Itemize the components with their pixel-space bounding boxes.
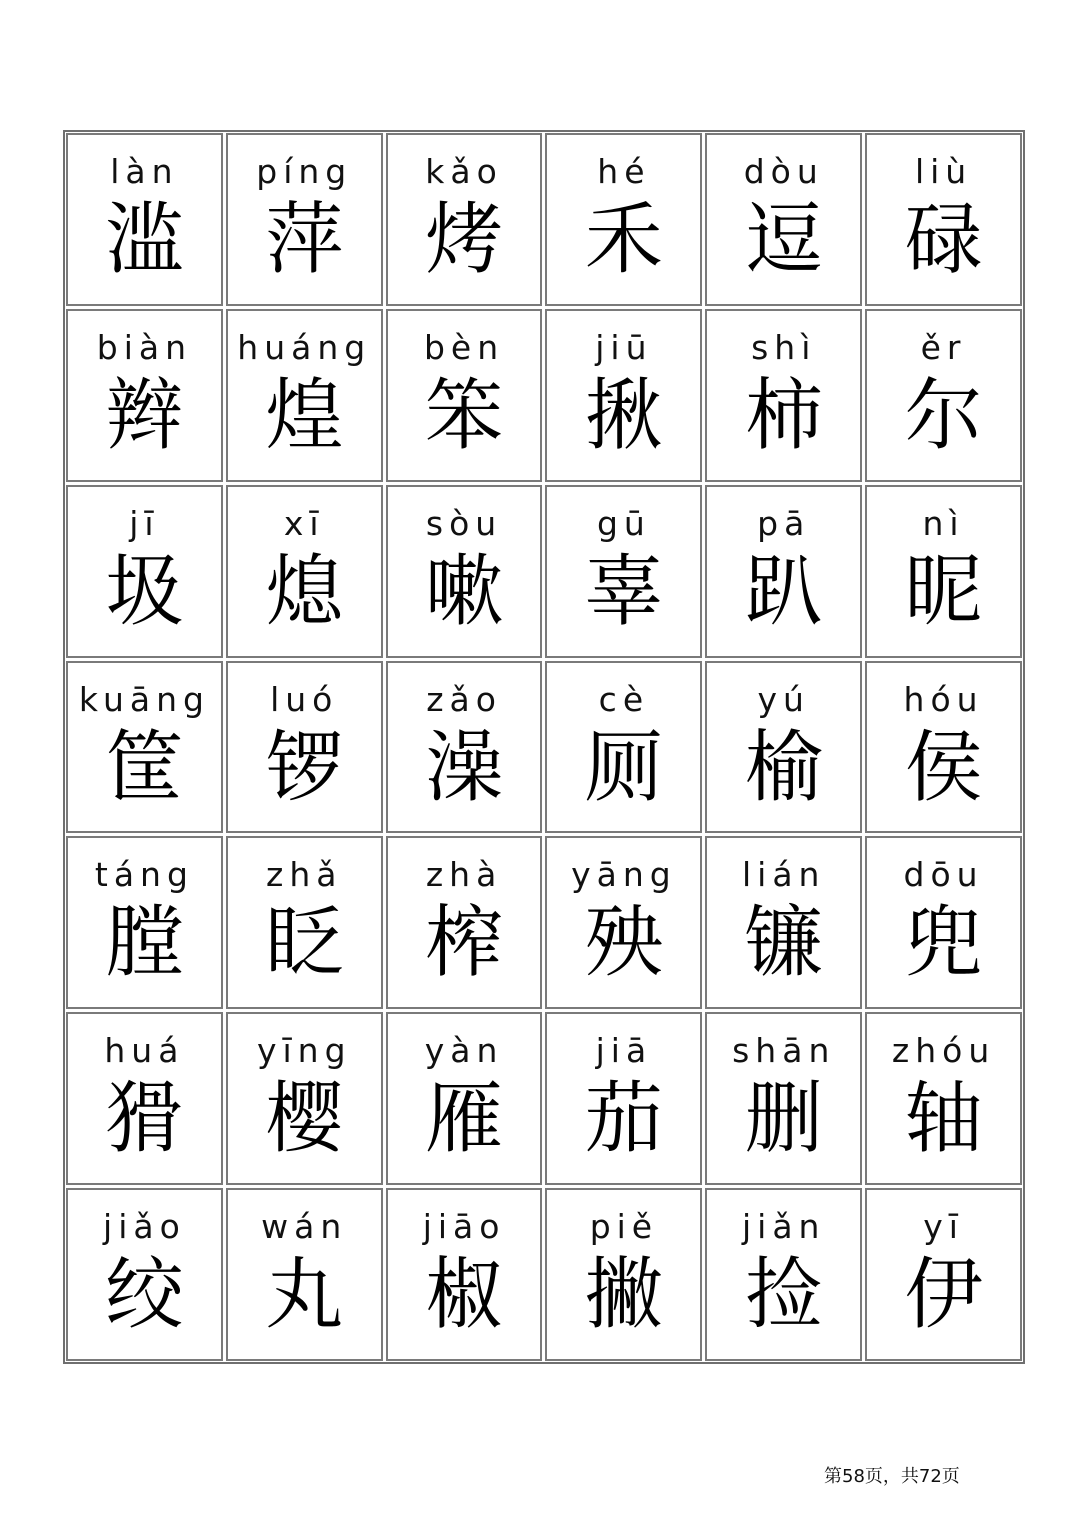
pinyin-label: jiā xyxy=(595,1031,653,1071)
hanzi-character: 猾 xyxy=(105,1074,184,1165)
pinyin-label: piě xyxy=(589,1207,659,1247)
pinyin-label: liù xyxy=(914,152,973,191)
character-card xyxy=(386,1012,543,1185)
hanzi-character: 滥 xyxy=(105,195,184,285)
character-card xyxy=(66,133,223,306)
pinyin-label: zhóu xyxy=(891,1031,996,1071)
pinyin-label: jiǎo xyxy=(103,1207,186,1247)
pinyin-label: sòu xyxy=(425,503,503,543)
hanzi-character: 删 xyxy=(744,1074,823,1165)
hanzi-character: 煌 xyxy=(265,370,344,461)
pinyin-label: jiǎn xyxy=(742,1207,826,1247)
hanzi-character: 雁 xyxy=(425,1074,504,1165)
character-card xyxy=(865,485,1022,658)
character-card xyxy=(66,309,223,482)
character-card xyxy=(865,133,1022,306)
hanzi-character: 嗽 xyxy=(425,546,504,637)
hanzi-character: 笨 xyxy=(425,370,504,461)
hanzi-character: 椒 xyxy=(425,1250,504,1341)
hanzi-character: 侯 xyxy=(904,722,983,813)
pinyin-label: kǎo xyxy=(425,152,503,191)
pinyin-label: huá xyxy=(104,1031,185,1071)
hanzi-character: 丸 xyxy=(265,1250,344,1341)
pinyin-label: làn xyxy=(110,152,179,191)
hanzi-character: 樱 xyxy=(265,1074,344,1165)
hanzi-character: 厕 xyxy=(584,722,663,813)
pinyin-label: kuāng xyxy=(78,679,210,719)
pinyin-label: yīng xyxy=(256,1031,352,1071)
pinyin-label: bèn xyxy=(423,327,505,367)
pinyin-label: lián xyxy=(742,855,826,895)
character-card xyxy=(66,1188,223,1361)
hanzi-character: 揪 xyxy=(584,370,663,461)
character-card xyxy=(865,309,1022,482)
character-grid xyxy=(63,130,1025,1364)
character-card xyxy=(545,1012,702,1185)
pinyin-label: jī xyxy=(129,503,160,543)
pinyin-label: gū xyxy=(596,503,651,543)
hanzi-character: 筐 xyxy=(105,722,184,813)
character-card xyxy=(66,661,223,834)
character-card xyxy=(226,661,383,834)
hanzi-character: 趴 xyxy=(744,546,823,637)
character-card xyxy=(545,133,702,306)
page-number: 第58页，共72页 xyxy=(824,1466,960,1487)
character-card xyxy=(66,836,223,1009)
character-card xyxy=(386,1188,543,1361)
character-card xyxy=(545,309,702,482)
pinyin-label: xī xyxy=(283,503,325,543)
character-card xyxy=(226,1188,383,1361)
character-card xyxy=(705,661,862,834)
hanzi-character: 昵 xyxy=(904,546,983,637)
character-card xyxy=(545,1188,702,1361)
character-card xyxy=(705,1188,862,1361)
character-card xyxy=(386,133,543,306)
hanzi-character: 烤 xyxy=(425,195,504,285)
pinyin-label: yàn xyxy=(424,1031,504,1071)
character-card xyxy=(865,661,1022,834)
character-card xyxy=(705,309,862,482)
pinyin-label: pā xyxy=(757,503,811,543)
character-card xyxy=(545,661,702,834)
hanzi-character: 锣 xyxy=(265,722,344,813)
character-card xyxy=(705,1012,862,1185)
character-card xyxy=(226,133,383,306)
hanzi-character: 殃 xyxy=(584,898,663,989)
character-card xyxy=(865,1012,1022,1185)
hanzi-character: 镰 xyxy=(744,898,823,989)
hanzi-character: 榨 xyxy=(425,898,504,989)
hanzi-character: 眨 xyxy=(265,898,344,989)
hanzi-character: 轴 xyxy=(904,1074,983,1165)
pinyin-label: cè xyxy=(598,679,650,719)
pinyin-label: biàn xyxy=(96,327,193,367)
pinyin-label: zhǎ xyxy=(266,855,343,895)
pinyin-label: yú xyxy=(757,679,810,719)
pinyin-label: píng xyxy=(256,152,353,191)
hanzi-character: 绞 xyxy=(105,1250,184,1341)
hanzi-character: 撇 xyxy=(584,1250,663,1341)
character-card xyxy=(865,1188,1022,1361)
pinyin-label: jiāo xyxy=(422,1207,506,1247)
character-card xyxy=(386,661,543,834)
pinyin-label: yāng xyxy=(571,855,677,895)
pinyin-label: dòu xyxy=(743,152,824,191)
pinyin-label: hóu xyxy=(903,679,984,719)
character-card xyxy=(865,836,1022,1009)
character-card xyxy=(545,836,702,1009)
pinyin-label: huáng xyxy=(237,327,372,367)
hanzi-character: 兜 xyxy=(904,898,983,989)
pinyin-label: táng xyxy=(94,855,194,895)
pinyin-label: hé xyxy=(597,152,651,191)
pinyin-label: zhà xyxy=(425,855,503,895)
pinyin-label: shì xyxy=(751,327,817,367)
pinyin-label: shān xyxy=(732,1031,836,1071)
pinyin-label: dōu xyxy=(903,855,984,895)
hanzi-character: 辜 xyxy=(584,546,663,637)
pinyin-label: luó xyxy=(270,679,339,719)
hanzi-character: 柿 xyxy=(744,370,823,461)
character-card xyxy=(386,836,543,1009)
hanzi-character: 圾 xyxy=(105,546,184,637)
character-card xyxy=(66,1012,223,1185)
hanzi-character: 尔 xyxy=(904,370,983,461)
hanzi-character: 禾 xyxy=(584,195,663,285)
hanzi-character: 萍 xyxy=(265,195,344,285)
hanzi-character: 熄 xyxy=(265,546,344,637)
hanzi-character: 膛 xyxy=(105,898,184,989)
hanzi-character: 逗 xyxy=(744,195,823,285)
character-card xyxy=(386,309,543,482)
pinyin-label: zǎo xyxy=(426,679,502,719)
pinyin-label: wán xyxy=(261,1207,348,1247)
pinyin-label: yī xyxy=(923,1207,964,1247)
hanzi-character: 榆 xyxy=(744,722,823,813)
hanzi-character: 辫 xyxy=(105,370,184,461)
character-card xyxy=(226,836,383,1009)
character-card xyxy=(226,309,383,482)
hanzi-character: 澡 xyxy=(425,722,504,813)
hanzi-character: 碌 xyxy=(904,195,983,285)
character-card xyxy=(66,485,223,658)
pinyin-label: nì xyxy=(922,503,965,543)
character-card xyxy=(705,485,862,658)
character-card xyxy=(705,836,862,1009)
hanzi-character: 茄 xyxy=(584,1074,663,1165)
pinyin-label: ěr xyxy=(920,327,967,367)
hanzi-character: 捡 xyxy=(744,1250,823,1341)
character-card xyxy=(545,485,702,658)
character-card xyxy=(226,485,383,658)
character-card xyxy=(386,485,543,658)
character-card xyxy=(226,1012,383,1185)
character-card xyxy=(705,133,862,306)
hanzi-character: 伊 xyxy=(904,1250,983,1341)
pinyin-label: jiū xyxy=(595,327,653,367)
